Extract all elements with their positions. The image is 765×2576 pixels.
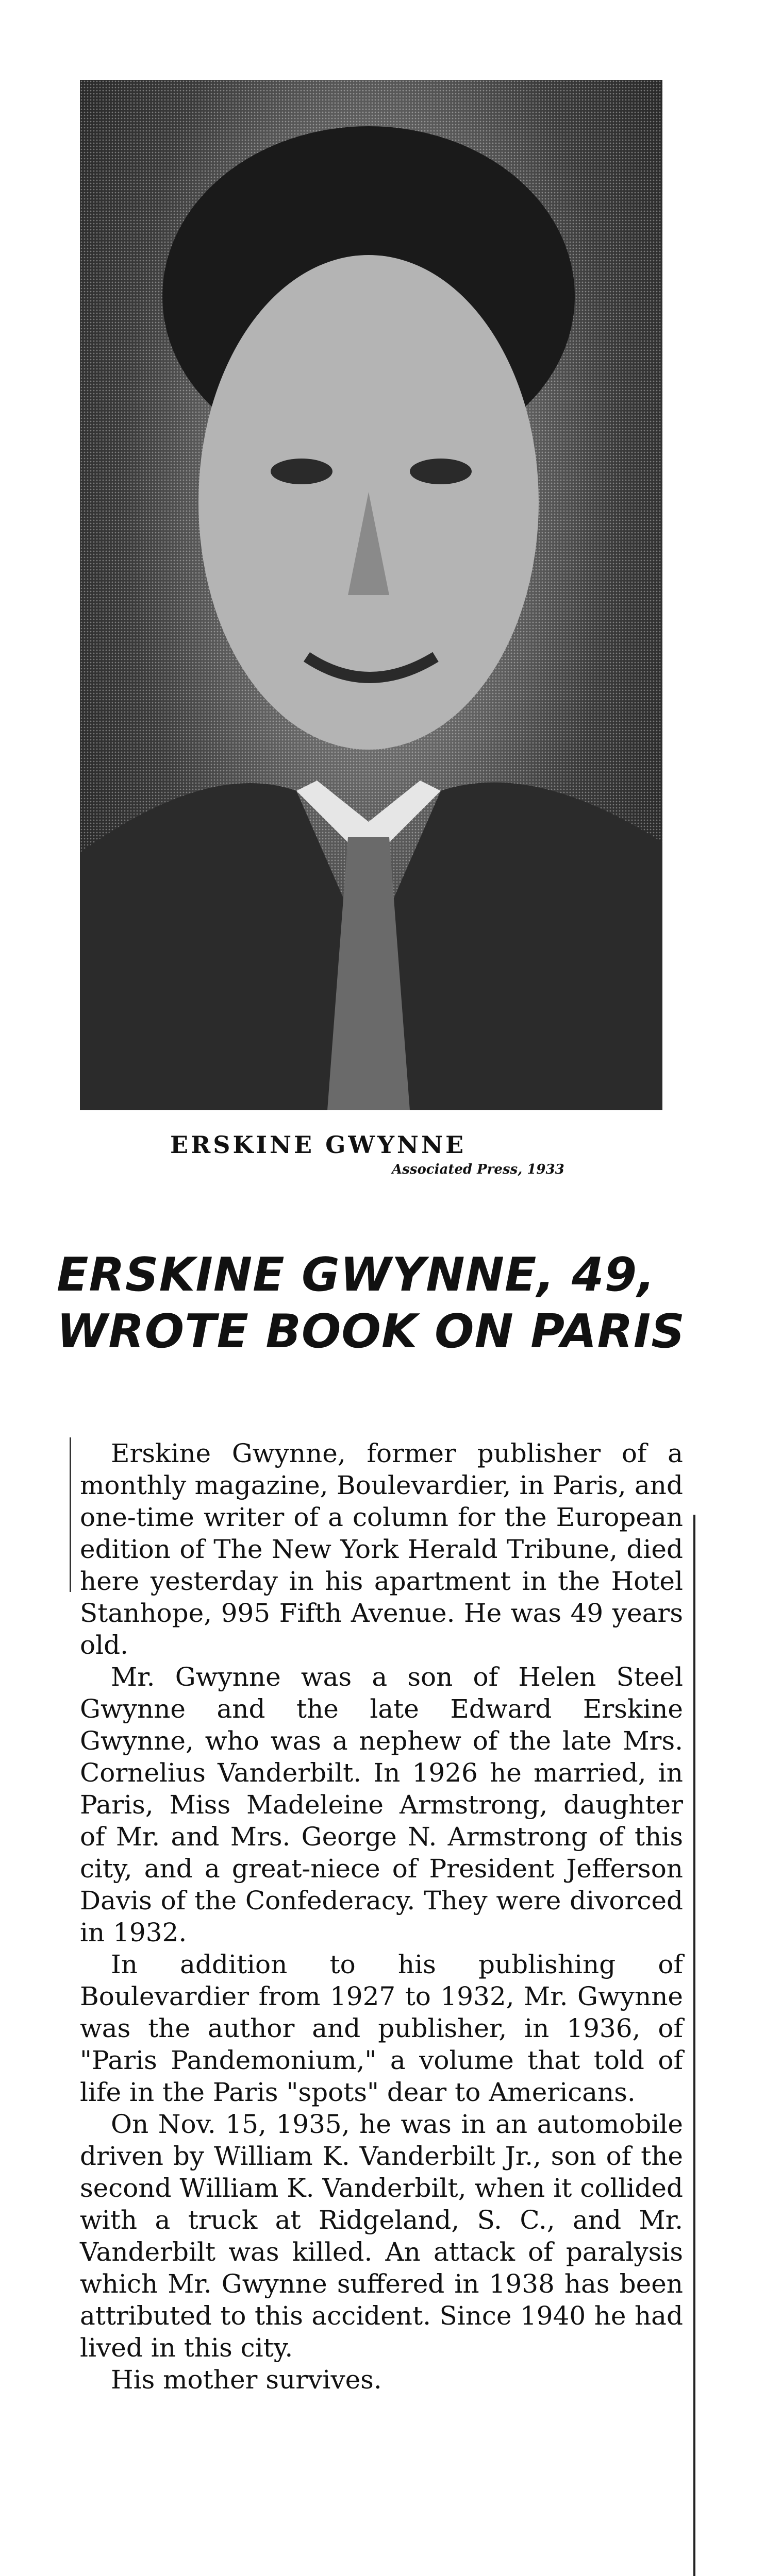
article-paragraph: Mr. Gwynne was a son of Helen Steel Gwynne and the late Edward Erskine Gwynne, who was a nephew of the late Mrs. Cornelius Vanderbilt. In 1926 he married, in Paris, Miss Madeleine Armstrong, daughter of Mr. and Mrs. George N. Armstrong of this city, and a great-niece of President Jefferson Davis of the Confederacy. They were divorced in 1932. — [80, 1662, 683, 1947]
article-body — [80, 1437, 683, 2396]
article-paragraph: Erskine Gwynne, former publisher of a monthly magazine, Boulevardier, in Paris, and one-time writer of a column for the European edition of The New York Herald Tribune, died here yesterday in his apartment in the Hotel Stanhope, 995 Fifth Avenue. He was 49 years old. — [80, 1438, 683, 1660]
right-eye — [410, 459, 472, 484]
portrait-photo — [80, 80, 662, 1110]
headline — [57, 1247, 717, 1360]
article-paragraph: On Nov. 15, 1935, he was in an automobile driven by William K. Vanderbilt Jr., son of the second William K. Vanderbilt, when it collided with a truck at Ridgeland, S. C., and Mr. Vanderbilt was killed. An attack of paralysis which Mr. Gwynne suffered in 1938 has been attributed to this accident. Since 1940 he had lived in this city. — [80, 2109, 683, 2363]
photo-credit: Associated Press, 1933 — [392, 1162, 564, 1177]
photo-caption: ERSKINE GWYNNE — [170, 1131, 467, 1159]
article-paragraph: In addition to his publishing of Boulevardier from 1927 to 1932, Mr. Gwynne was the author and publisher, in 1936, of "Paris Pandemonium," a volume that told of life in the Paris "spots" dear to Americans. — [80, 1950, 683, 2107]
portrait-figure — [80, 80, 662, 1110]
headline-line-2: WROTE BOOK ON PARIS — [57, 1304, 686, 1359]
headline-line-1: ERSKINE GWYNNE, 49, — [57, 1248, 656, 1302]
left-eye — [271, 459, 332, 484]
left-column-rule — [70, 1437, 71, 1592]
tie-shape — [327, 837, 410, 1110]
right-column-rule — [693, 1515, 695, 2576]
article-paragraph: His mother survives. — [111, 2365, 382, 2395]
